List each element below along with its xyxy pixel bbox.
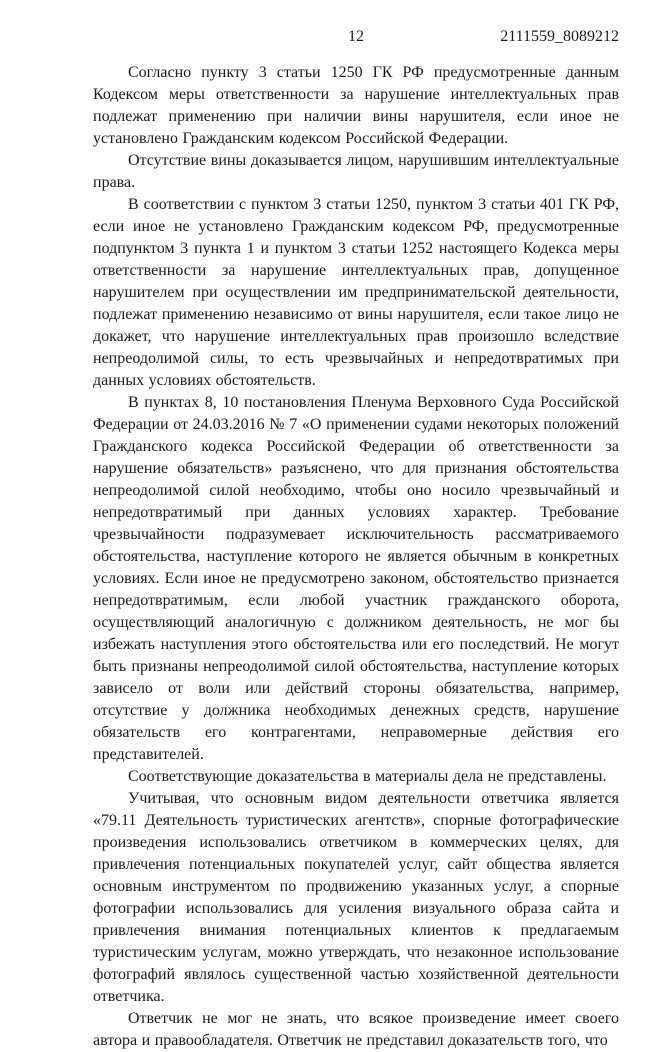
paragraph-defendant-activity: Учитывая, что основным видом деятельности ответчика является «79.11 Деятельность туристических агентств», спорные фотографические произведения использовались ответчиком в коммерческих целях, для привлечения потенциальных покупателей услуг, сайт общества является основным инструментом по продвижению указанных услуг, а спорные фотографии использовались для усиления визуального образа сайта и привлечения внимания потенциальных клиентов к предлагаемым туристическим услугам, можно утверждать, что незаконное использование фотографий являлось существенной частью хозяйственной деятельности ответчика. (93, 790, 619, 1005)
page-header (93, 26, 619, 48)
document-body (93, 62, 619, 1052)
paragraph-defendant-awareness: Ответчик не мог не знать, что всякое произведение имеет своего автора и правообладателя. Ответчик не представил доказательств того, что (93, 1010, 619, 1049)
document-code: 2111559_8089212 (500, 28, 619, 45)
paragraph-article-401: В соответствии с пунктом 3 статьи 1250, пунктом 3 статьи 401 ГК РФ, если иное не установлено Гражданским кодексом РФ, предусмотренные подпунктом 3 пункта 1 и пунктом 3 статьи 1252 настоящего Кодекса меры ответственности за нарушение интеллектуальных прав, допущенное нарушителем при осуществлении им предпринимательской деятельности, подлежат применению независимо от вины нарушителя, если такое лицо не докажет, что нарушение интеллектуальных прав произошло вследствие непреодолимой силы, то есть чрезвычайных и непредотвратимых при данных условиях обстоятельств. (93, 196, 619, 389)
paragraph-plenum-resolution: В пунктах 8, 10 постановления Пленума Верховного Суда Российской Федерации от 24.03.2016 № 7 «О применении судами некоторых положений Гражданского кодекса Российской Федерации об ответственности за нарушение обязательств» разъяснено, что для признания обстоятельства непреодолимой силой необходимо, чтобы оно носило чрезвычайный и непредотвратимый при данных условиях характер. Требование чрезвычайности подразумевает исключительность рассматриваемого обстоятельства, наступление которого не является обычным в конкретных условиях. Если иное не предусмотрено законом, обстоятельство признается непредотвратимым, если любой участник гражданского оборота, осуществляющий аналогичную с должником деятельность, не мог бы избежать наступления этого обстоятельства или его последствий. Не могут быть признаны непреодолимой силой обстоятельства, наступление которых зависело от воли или действий стороны обязательства, например, отсутствие у должника необходимых денежных средств, нарушение обязательств его контрагентами, неправомерные действия его представителей. (93, 394, 619, 763)
paragraph-no-evidence: Соответствующие доказательства в материалы дела не представлены. (128, 768, 607, 785)
paragraph-absence-of-guilt: Отсутствие вины доказывается лицом, нарушившим интеллектуальные права. (93, 152, 619, 191)
paragraph-liability-article-1250: Согласно пункту 3 статьи 1250 ГК РФ предусмотренные данным Кодексом меры ответственности за нарушение интеллектуальных прав подлежат применению при наличии вины нарушителя, если иное не установлено Гражданским кодексом Российской Федерации. (93, 64, 619, 147)
page-number: 12 (348, 28, 364, 45)
